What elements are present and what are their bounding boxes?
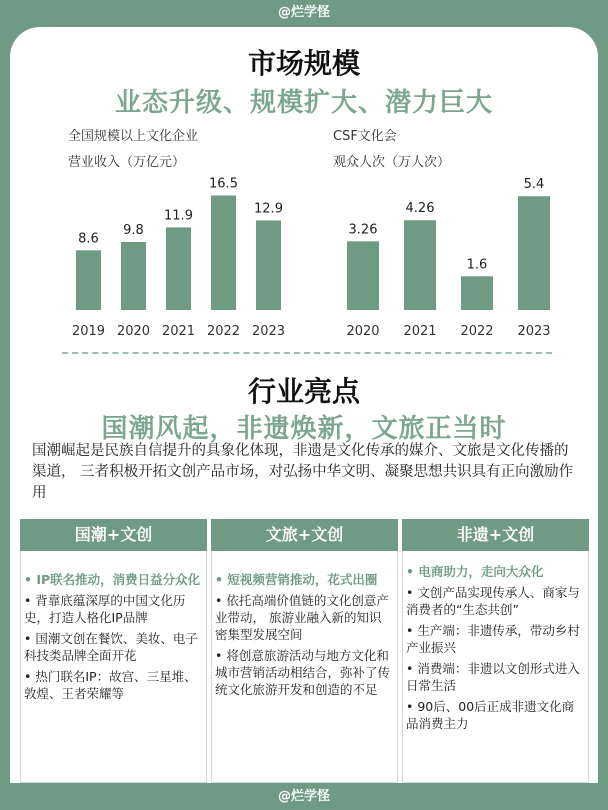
value-label: 9.8 — [123, 222, 144, 238]
highlights-subtitle: 国潮风起，非遗焕新，文旅正当时 — [101, 414, 507, 444]
value-label: 16.5 — [209, 176, 238, 192]
highlights-title: 行业亮点 — [247, 375, 360, 408]
market-subtitle: 业态升级、规模扩大、潜力巨大 — [114, 88, 493, 118]
bar-2019 — [76, 250, 101, 310]
value-label: 4.26 — [405, 201, 435, 217]
bar-2020 — [347, 241, 379, 310]
column-bullet-item: • 国潮文创在餐饮、美妆、电子科技类品牌全面开花 — [24, 631, 198, 663]
column-guochao-list — [24, 571, 202, 706]
category-label: 2022 — [460, 324, 494, 339]
visitors-bar-chart — [330, 165, 555, 347]
column-bullet-item: • 将创意旅游活动与地方文化和城市营销活动相结合，弥补了传统文化旅游开发和创造的不足 — [215, 648, 391, 697]
value-label: 12.9 — [254, 201, 283, 217]
content-card — [10, 27, 598, 783]
column-wenlv-list — [215, 571, 393, 702]
bar-2021 — [166, 227, 191, 310]
chart1-title: 全国规模以上文化企业 — [68, 129, 199, 144]
column-bullet-item: • 热门联名IP：故宫、三星堆、敦煌、王者荣耀等 — [24, 669, 197, 701]
column-bullet-item: • 90后、00后正成非遗文化商品消费主力 — [406, 699, 575, 731]
watermark-top: @烂学怪 — [277, 5, 330, 20]
bar-2023 — [518, 196, 550, 310]
category-label: 2023 — [251, 324, 286, 339]
bar-2021 — [404, 220, 436, 310]
column-bullet-item: • 依托高端价值链的文化创意产业带动， 旅游业融入新的知识密集型发展空间 — [215, 593, 389, 642]
chart2-ylabel: 观众人次（万人次） — [333, 155, 451, 170]
value-label: 1.6 — [466, 257, 488, 273]
column-highlight-item: • IP联名推动，消费日益分众化 — [24, 572, 201, 587]
category-label: 2021 — [403, 324, 437, 339]
highlights-intro: 国潮崛起是民族自信提升的具象化体现，非遗是文化传承的媒介、文旅是文化传播的渠道， 三者积极开拓文创产品市场，对弘扬中华文明、凝聚思想共识具有正向激励作用 — [32, 443, 574, 501]
column-header-feiyi: 非遗+文创 — [402, 519, 589, 551]
bottom-watermark-bar — [0, 784, 608, 810]
value-label: 8.6 — [78, 231, 99, 247]
column-header-wenlv: 文旅+文创 — [211, 519, 398, 551]
column-highlight-item: • 电商助力，走向大众化 — [406, 564, 544, 579]
top-watermark-bar — [0, 0, 608, 26]
value-label: 5.4 — [523, 177, 545, 193]
column-highlight-item: • 短视频营销推动，花式出圈 — [215, 572, 378, 587]
bar-2022 — [211, 195, 236, 310]
column-bullet-item: • 背靠底蕴深厚的中国文化历史，打造人格化IP品牌 — [24, 593, 186, 625]
market-title: 市场规模 — [247, 47, 360, 80]
bar-2022 — [461, 276, 493, 310]
watermark-bottom: @烂学怪 — [277, 789, 330, 804]
column-bullet-item: • 文创产品实现传承人、商家与消费者的“生态共创” — [406, 585, 580, 617]
section-divider — [62, 352, 552, 354]
chart2-title: CSF文化会 — [333, 129, 397, 144]
value-label: 11.9 — [164, 208, 193, 224]
category-label: 2021 — [161, 324, 196, 339]
column-feiyi-list — [406, 563, 584, 736]
chart1-ylabel: 营业收入（万亿元） — [68, 155, 186, 170]
column-bullet-item: • 生产端：非遗传承，带动乡村产业振兴 — [406, 623, 580, 655]
category-label: 2022 — [206, 324, 241, 339]
category-label: 2023 — [517, 324, 551, 339]
column-bullet-item: • 消费端：非遗以文创形式进入日常生活 — [406, 661, 580, 693]
value-label: 3.26 — [348, 222, 378, 238]
revenue-bar-chart — [66, 165, 296, 347]
bar-2023 — [256, 220, 281, 310]
column-header-guochao: 国潮+文创 — [20, 519, 207, 551]
bar-2020 — [121, 242, 146, 310]
category-label: 2019 — [71, 324, 106, 339]
category-label: 2020 — [116, 324, 151, 339]
category-label: 2020 — [346, 324, 380, 339]
